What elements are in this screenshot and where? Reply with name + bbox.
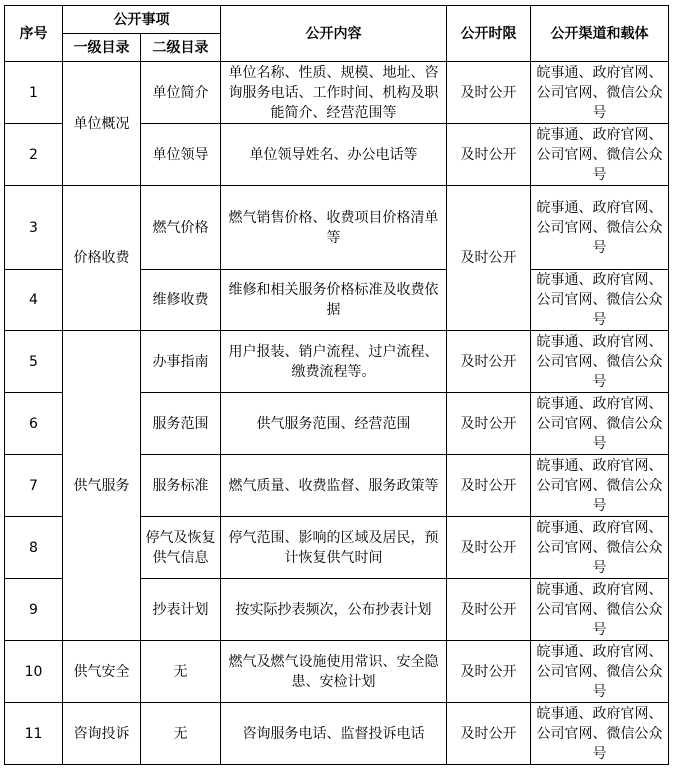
group-consult-complaint: 咨询投诉	[63, 703, 141, 765]
channel-cell: 皖事通、政府官网、公司官网、微信公众号	[531, 703, 669, 765]
row-number: 4	[5, 270, 63, 331]
content-cell: 按实际抄表频次，公布抄表计划	[221, 579, 447, 641]
row-number: 10	[5, 641, 63, 703]
level2-cell: 停气及恢复供气信息	[141, 517, 221, 579]
group-gas-safety: 供气安全	[63, 641, 141, 703]
channel-cell: 皖事通、政府官网、公司官网、微信公众号	[531, 641, 669, 703]
content-cell: 停气范围、影响的区域及居民，预计恢复供气时间	[221, 517, 447, 579]
table-row	[5, 331, 669, 393]
header-row-1	[5, 6, 669, 34]
group-gas-service: 供气服务	[63, 331, 141, 641]
header-time-limit: 公开时限	[447, 6, 531, 62]
time-cell: 及时公开	[447, 124, 531, 186]
time-cell: 及时公开	[447, 62, 531, 124]
content-cell: 燃气质量、收费监督、服务政策等	[221, 455, 447, 517]
time-cell: 及时公开	[447, 186, 531, 331]
header-matters: 公开事项	[63, 6, 221, 34]
time-cell: 及时公开	[447, 455, 531, 517]
group-price-fees: 价格收费	[63, 186, 141, 331]
table-row	[5, 703, 669, 765]
channel-cell: 皖事通、政府官网、公司官网、微信公众号	[531, 62, 669, 124]
row-number: 7	[5, 455, 63, 517]
level2-cell: 无	[141, 641, 221, 703]
disclosure-table	[4, 5, 669, 765]
row-number: 5	[5, 331, 63, 393]
table-row	[5, 62, 669, 124]
level2-cell: 无	[141, 703, 221, 765]
header-level2: 二级目录	[141, 34, 221, 62]
level2-cell: 单位领导	[141, 124, 221, 186]
row-number: 9	[5, 579, 63, 641]
row-number: 6	[5, 393, 63, 455]
content-cell: 维修和相关服务价格标准及收费依据	[221, 270, 447, 331]
content-cell: 供气服务范围、经营范围	[221, 393, 447, 455]
content-cell: 燃气销售价格、收费项目价格清单等	[221, 186, 447, 270]
channel-cell: 皖事通、政府官网、公司官网、微信公众号	[531, 186, 669, 270]
time-cell: 及时公开	[447, 703, 531, 765]
content-cell: 咨询服务电话、监督投诉电话	[221, 703, 447, 765]
row-number: 2	[5, 124, 63, 186]
level2-cell: 办事指南	[141, 331, 221, 393]
header-content: 公开内容	[221, 6, 447, 62]
row-number: 3	[5, 186, 63, 270]
content-cell: 单位名称、性质、规模、地址、咨询服务电话、工作时间、机构及职能简介、经营范围等	[221, 62, 447, 124]
level2-cell: 服务范围	[141, 393, 221, 455]
level2-cell: 抄表计划	[141, 579, 221, 641]
time-cell: 及时公开	[447, 393, 531, 455]
channel-cell: 皖事通、政府官网、公司官网、微信公众号	[531, 124, 669, 186]
content-cell: 用户报装、销户流程、过户流程、缴费流程等。	[221, 331, 447, 393]
level2-cell: 维修收费	[141, 270, 221, 331]
time-cell: 及时公开	[447, 641, 531, 703]
level2-cell: 燃气价格	[141, 186, 221, 270]
row-number: 8	[5, 517, 63, 579]
time-cell: 及时公开	[447, 579, 531, 641]
channel-cell: 皖事通、政府官网、公司官网、微信公众号	[531, 331, 669, 393]
channel-cell: 皖事通、政府官网、公司官网、微信公众号	[531, 579, 669, 641]
header-channel: 公开渠道和载体	[531, 6, 669, 62]
content-cell: 燃气及燃气设施使用常识、安全隐患、安检计划	[221, 641, 447, 703]
channel-cell: 皖事通、政府官网、公司官网、微信公众号	[531, 455, 669, 517]
row-number: 1	[5, 62, 63, 124]
channel-cell: 皖事通、政府官网、公司官网、微信公众号	[531, 270, 669, 331]
channel-cell: 皖事通、政府官网、公司官网、微信公众号	[531, 393, 669, 455]
level2-cell: 单位简介	[141, 62, 221, 124]
level2-cell: 服务标准	[141, 455, 221, 517]
content-cell: 单位领导姓名、办公电话等	[221, 124, 447, 186]
header-level1: 一级目录	[63, 34, 141, 62]
time-cell: 及时公开	[447, 331, 531, 393]
row-number: 11	[5, 703, 63, 765]
table-row	[5, 186, 669, 270]
time-cell: 及时公开	[447, 517, 531, 579]
header-seq: 序号	[5, 6, 63, 62]
group-unit-overview: 单位概况	[63, 62, 141, 186]
channel-cell: 皖事通、政府官网、公司官网、微信公众号	[531, 517, 669, 579]
table-row	[5, 641, 669, 703]
